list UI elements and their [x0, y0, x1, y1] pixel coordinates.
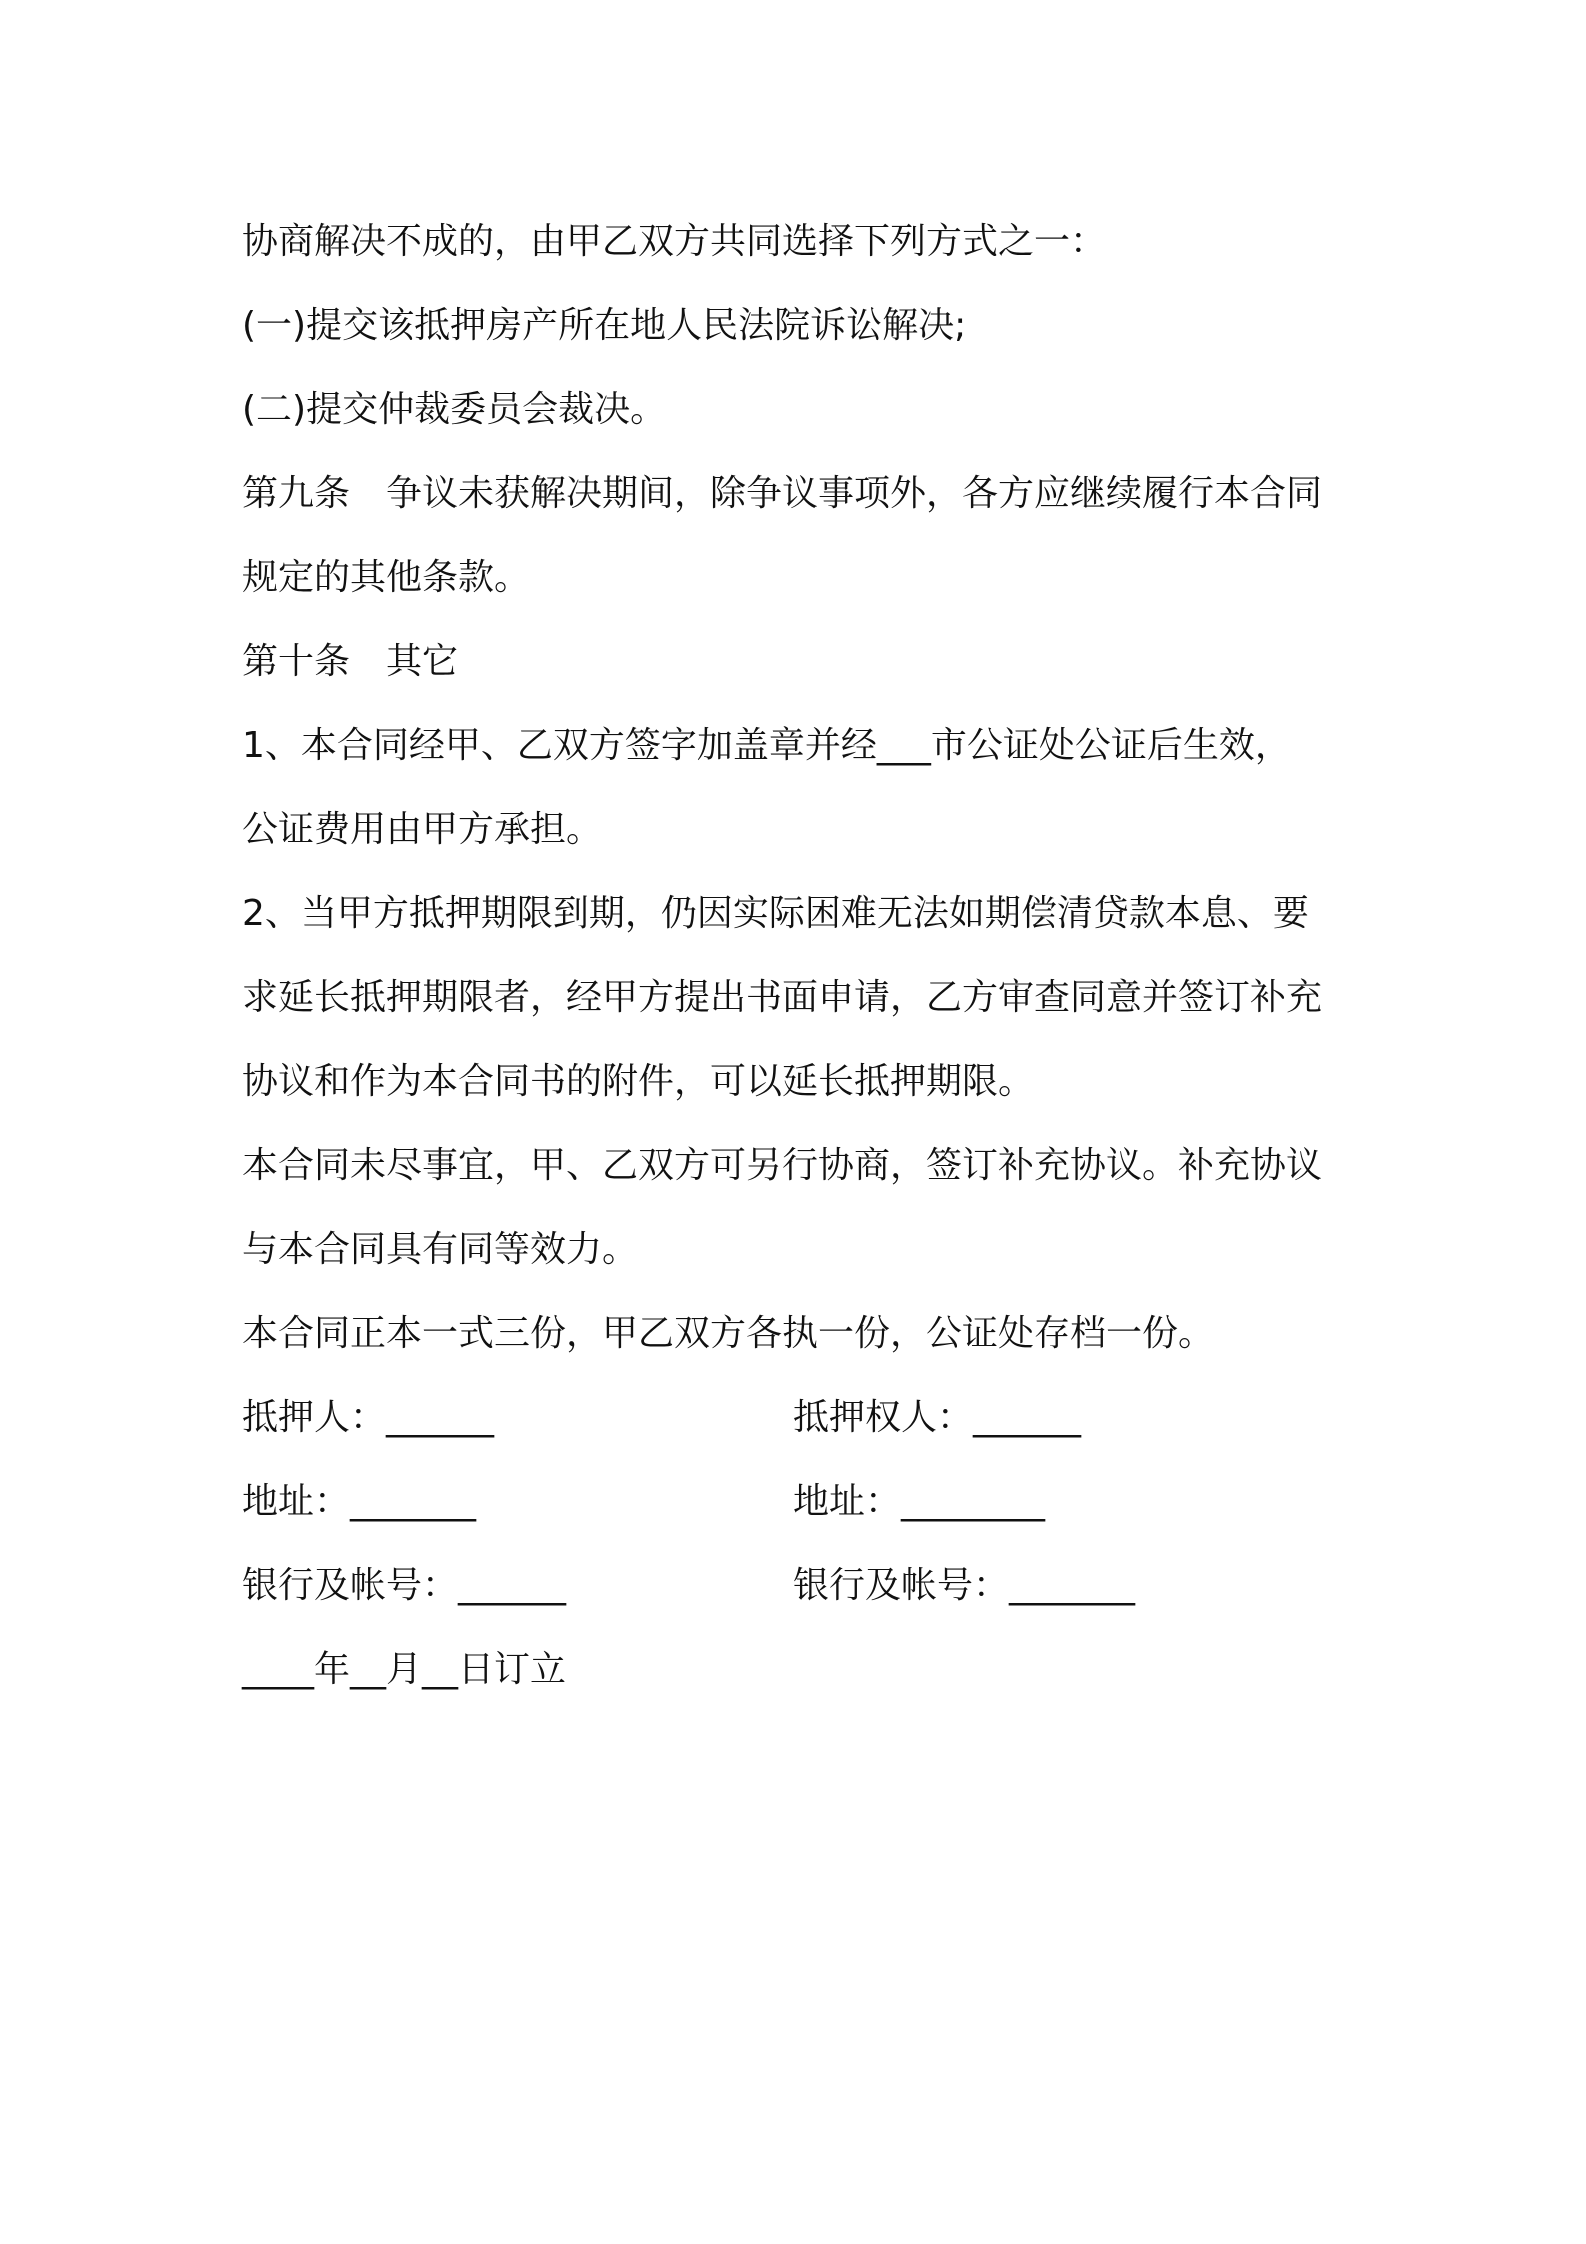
paragraph-line: 2、当甲方抵押期限到期，仍因实际困难无法如期偿清贷款本息、要 [242, 893, 1309, 934]
article-ten-heading: 第十条 其它 [242, 641, 459, 682]
mortgagee-field: 抵押权人：______ [793, 1397, 1082, 1438]
signature-row-mortgagor [242, 1376, 1362, 1460]
mortgagee-address-field: 地址：________ [793, 1481, 1046, 1522]
paragraph-line: 协商解决不成的，由甲乙双方共同选择下列方式之一： [242, 221, 1107, 262]
paragraph-line: 1、本合同经甲、乙双方签字加盖章并经___市公证处公证后生效， [242, 725, 1291, 766]
article-nine-heading: 第九条 争议未获解决期间，除争议事项外，各方应继续履行本合同 [242, 473, 1323, 514]
paragraph-line: 规定的其他条款。 [242, 557, 531, 598]
paragraph-line: 求延长抵押期限者，经甲方提出书面申请，乙方审查同意并签订补充 [242, 977, 1323, 1018]
paragraph-line: 协议和作为本合同书的附件，可以延长抵押期限。 [242, 1061, 1035, 1102]
signing-date-line: ____年__月__日订立 [242, 1649, 567, 1690]
document-body [242, 200, 1362, 1712]
paragraph-line: 与本合同具有同等效力。 [242, 1229, 639, 1270]
mortgagor-bank-account-field: 银行及帐号：______ [242, 1565, 567, 1606]
paragraph-line: (二)提交仲裁委员会裁决。 [242, 389, 667, 430]
paragraph-line: (一)提交该抵押房产所在地人民法院诉讼解决; [242, 305, 967, 346]
paragraph-line: 本合同正本一式三份，甲乙双方各执一份，公证处存档一份。 [242, 1313, 1215, 1354]
signature-row-bank-account [242, 1544, 1362, 1628]
signature-row-address [242, 1460, 1362, 1544]
mortgagor-address-field: 地址：_______ [242, 1481, 477, 1522]
paragraph-line: 公证费用由甲方承担。 [242, 809, 603, 850]
paragraph-line: 本合同未尽事宜，甲、乙双方可另行协商，签订补充协议。补充协议 [242, 1145, 1323, 1186]
mortgagee-bank-account-field: 银行及帐号：_______ [793, 1565, 1136, 1606]
mortgagor-field: 抵押人：______ [242, 1397, 495, 1438]
